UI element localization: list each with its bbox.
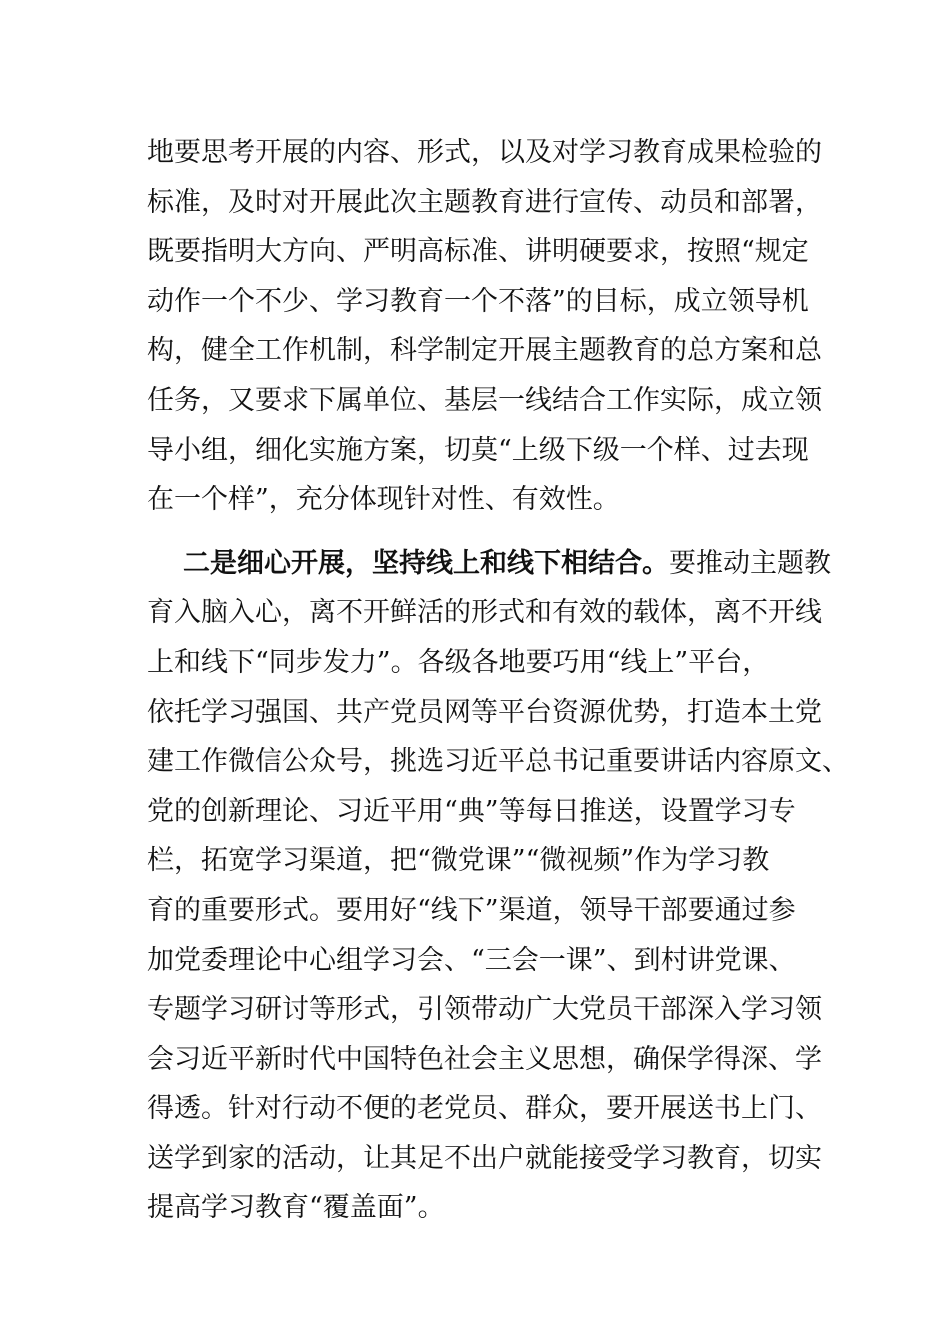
text-line: 加党委理论中心组学习会、“三会一课”、到村讲党课、 (147, 944, 796, 976)
paragraph-2 (147, 539, 849, 1233)
first-line-text: 要推动主题教 (669, 547, 831, 579)
paragraph-1 (147, 128, 822, 525)
text-line: 专题学习研讨等形式，引领带动广大党员干部深入学习领 (147, 994, 822, 1026)
text-line: 提高学习教育“覆盖面”。 (147, 1192, 445, 1224)
text-line: 育的重要形式。要用好“线下”渠道，领导干部要通过参 (147, 894, 796, 926)
text-line: 会习近平新时代中国特色社会主义思想，确保学得深、学 (147, 1043, 822, 1075)
text-line: 得透。针对行动不便的老党员、群众，要开展送书上门、 (147, 1093, 822, 1125)
text-line: 动作一个不少、学习教育一个不落”的目标，成立领导机 (147, 285, 809, 317)
text-line: 建工作微信公众号，挑选习近平总书记重要讲话内容原文、 (147, 746, 849, 778)
text-line: 送学到家的活动，让其足不出户就能接受学习教育，切实 (147, 1142, 822, 1174)
text-line: 导小组，细化实施方案，切莫“上级下级一个样、过去现 (147, 434, 809, 466)
paragraph-2-first-line (147, 539, 831, 589)
text-line: 地要思考开展的内容、形式，以及对学习教育成果检验的 (147, 137, 822, 168)
text-line: 党的创新理论、习近平用“典”等每日推送，设置学习专 (147, 795, 796, 827)
text-line: 标准，及时对开展此次主题教育进行宣传、动员和部署， (147, 186, 822, 218)
body-text (147, 128, 849, 1233)
text-line: 在一个样”，充分体现针对性、有效性。 (147, 484, 620, 516)
text-line: 上和线下“同步发力”。各级各地要巧用“线上”平台， (147, 646, 770, 678)
text-line: 既要指明大方向、严明高标准、讲明硬要求，按照“规定 (147, 236, 809, 268)
text-line: 依托学习强国、共产党员网等平台资源优势，打造本土党 (147, 696, 822, 728)
text-line: 育入脑入心，离不开鲜活的形式和有效的载体，离不开线 (147, 597, 822, 629)
text-line: 构，健全工作机制，科学制定开展主题教育的总方案和总 (147, 335, 822, 367)
bold-lead-heading: 二是细心开展，坚持线上和线下相结合。 (183, 547, 669, 579)
paragraph-spacer (147, 525, 807, 539)
text-line: 栏，拓宽学习渠道，把“微党课”“微视频”作为学习教 (147, 845, 770, 877)
text-line: 任务，又要求下属单位、基层一线结合工作实际，成立领 (147, 384, 822, 416)
